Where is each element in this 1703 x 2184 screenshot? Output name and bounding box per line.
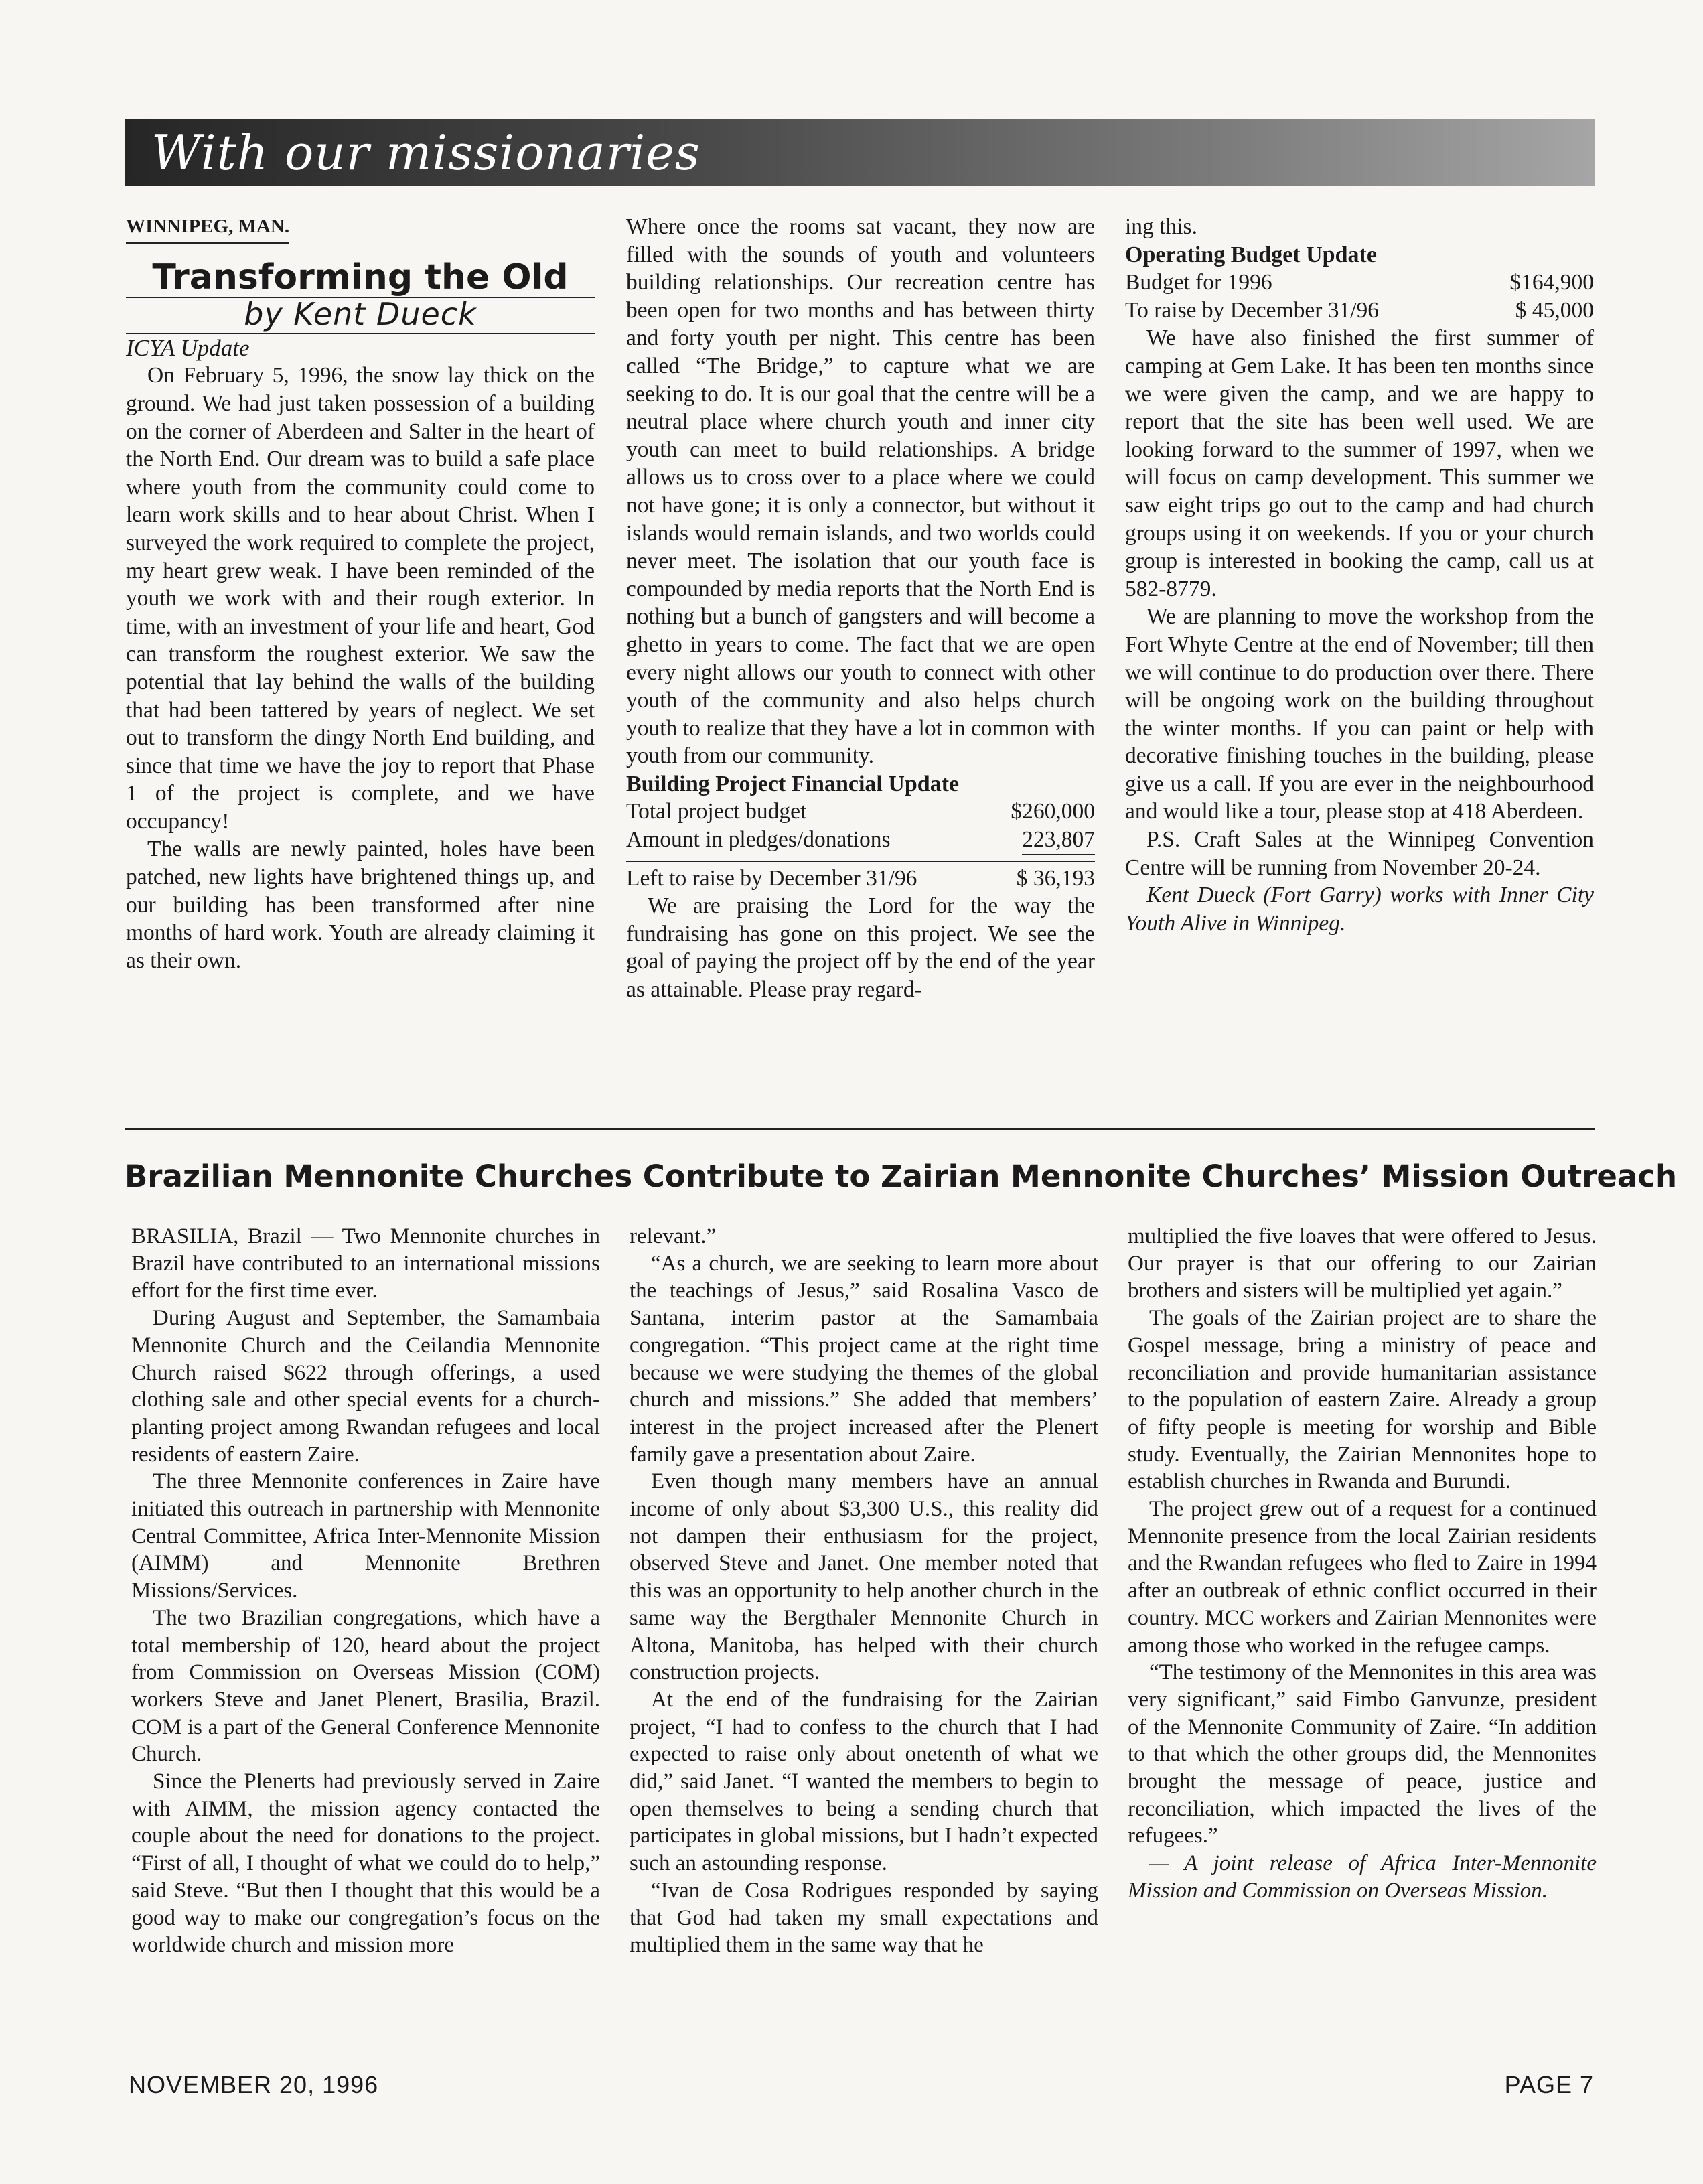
paragraph: multiplied the five loaves that were offered to Jesus. Our prayer is that our offering to our Zairian brothers and sisters will be multiplied yet again.”	[1128, 1224, 1597, 1303]
left-to-raise-row	[626, 861, 1095, 893]
paragraph: We have also finished the first summer of camping at Gem Lake. It has been ten months since we were given the camp, and we are happy to report that the site has been well used. We are looking forward to the summer of 1997, when we will focus on camp development. This summer we saw eight trips go out to the camp and had church groups using it on weekends. If you or your church group is interested in booking the camp, call us at 582-8779.	[1125, 325, 1594, 601]
paragraph: During August and September, the Samambaia Mennonite Church and the Ceilandia Mennonite Church raised $622 through offerings, a used clothing sale and other special events for a church-planting project among Rwandan refugees and local residents of eastern Zaire.	[131, 1306, 600, 1467]
paragraph: Since the Plenerts had previously served in Zaire with AIMM, the mission agency contacted the couple about the need for donations to the project. “First of all, I thought of what we could do to help,” said Steve. “But then I thought that this would be a good way to make our congregation’s focus on the worldwide church and mission more	[131, 1769, 600, 1958]
paragraph: ing this.	[1125, 214, 1197, 239]
footer-page-number: PAGE 7	[1504, 2071, 1594, 2098]
paragraph: “Ivan de Cosa Rodrigues responded by saying that God had taken my small expectations and multiplied them in the same way that he	[630, 1878, 1098, 1958]
paragraph: BRASILIA, Brazil — Two Mennonite churches in Brazil have contributed to an international missions effort for the first time ever.	[131, 1224, 600, 1303]
release-credit: — A joint release of Africa Inter-Mennonite Mission and Commission on Overseas Mission.	[1128, 1851, 1597, 1903]
paragraph: Even though many members have an annual income of only about $3,300 U.S., this reality did not dampen their enthusiasm for the project, observed Steve and Janet. One member noted that this was an opportunity to help another church in the same way the Bergthaler Mennonite Church in Altona, Manitoba, has helped with their church construction projects.	[630, 1469, 1098, 1685]
section-label: ICYA Update	[126, 334, 250, 361]
paragraph: We are planning to move the workshop from the Fort Whyte Centre at the end of November; till then we will continue to do production over there. There will be ongoing work on the building throughout the winter months. If you can paint or help with decorative finishing touches in the building, please give us a call. If you are ever in the neighbourhood and would like a tour, please stop at 418 Aberdeen.	[1125, 604, 1594, 824]
pledges-value: 223,807	[1022, 826, 1095, 855]
footer-date: NOVEMBER 20, 1996	[129, 2071, 379, 2098]
operating-budget-label: Budget for 1996	[1125, 270, 1272, 295]
paragraph: The project grew out of a request for a continued Mennonite presence from the local Zairian residents and the Rwandan refugees who fled to Zaire in 1994 after an outbreak of ethnic conflict occurred in their country. MCC workers and Zairian Mennonites were among those who worked in the refugee camps.	[1128, 1497, 1597, 1658]
operating-raise-value: $ 45,000	[1515, 297, 1594, 323]
dateline: WINNIPEG, MAN.	[126, 213, 289, 244]
operating-raise-label: To raise by December 31/96	[1125, 297, 1380, 323]
article1-column-2	[626, 213, 1095, 1004]
article2-headline: Brazilian Mennonite Churches Contribute to Zairian Mennonite Churches’ Mission Outreach	[125, 1159, 1677, 1194]
article2-column-3	[1128, 1223, 1597, 1905]
left-value: $ 36,193	[1016, 865, 1095, 891]
paragraph: “The testimony of the Mennonites in this area was very significant,” said Fimbo Ganvunze, president of the Mennonite Community of Zaire. “In addition to that which the other groups did, the Mennonites brought the message of peace, justice and reconciliation, which impacted the lives of the refugees.”	[1128, 1660, 1597, 1848]
paragraph: relevant.”	[630, 1224, 717, 1248]
pledges-row	[626, 826, 1095, 855]
article2-column-1	[131, 1223, 600, 1959]
paragraph: At the end of the fundraising for the Zairian project, “I had to confess to the church that I had expected to raise only about onetenth of what we did,” said Janet. “I wanted the members to begin to open themselves to being a sending church that participates in global missions, but I hadn’t expected such an astounding response.	[630, 1687, 1098, 1876]
budget-value: $260,000	[1011, 799, 1095, 824]
paragraph: On February 5, 1996, the snow lay thick on the ground. We had just taken possession of a building on the corner of Aberdeen and Salter in the heart of the North End. Our dream was to build a safe place where youth from the community could come to learn work skills and to hear about Christ. When I surveyed the work required to complete the project, my heart grew weak. I have been reminded of the youth we work with and their rough exterior. In time, with an investment of your life and heart, God can transform the roughest exterior. We saw the potential that lay behind the walls of the building that had been tattered by years of neglect. We set out to transform the dingy North End building, and since that time we have the joy to report that Phase 1 of the project is complete, and we have occupancy!	[126, 363, 595, 834]
byline: by Kent Dueck	[126, 298, 595, 334]
article-title: Transforming the Old	[126, 264, 595, 299]
operating-budget-value: $164,900	[1509, 270, 1594, 295]
operating-budget-row	[1125, 269, 1594, 297]
paragraph: We are praising the Lord for the way the fundraising has gone on this project. We see the goal of paying the project off by the end of the year as attainable. Please pray regard-	[626, 893, 1095, 1003]
operating-budget-heading: Operating Budget Update	[1125, 242, 1377, 267]
paragraph: P.S. Craft Sales at the Winnipeg Convention Centre will be running from November 20-24.	[1125, 827, 1594, 880]
left-label: Left to raise by December 31/96	[626, 865, 917, 891]
paragraph: “As a church, we are seeking to learn more about the teachings of Jesus,” said Rosalina Vasco de Santana, interim pastor at the Samambaia congregation. “This project came at the right time because we were studying the themes of the global church and missions.” She added that members’ interest in the project increased after the Plenert family gave a presentation about Zaire.	[630, 1251, 1098, 1467]
paragraph: The goals of the Zairian project are to share the Gospel message, bring a ministry of peace and reconciliation and provide humanitarian assistance to the population of eastern Zaire. Already a group of fifty people is meeting for worship and Bible study. Eventually, the Zairian Mennonites hope to establish churches in Rwanda and Burundi.	[1128, 1306, 1597, 1494]
banner-title: With our missionaries	[151, 125, 700, 181]
budget-row	[626, 798, 1095, 826]
paragraph: Where once the rooms sat vacant, they now are filled with the sounds of youth and volunteers building relationships. Our recreation centre has been open for two months and has between thirty and forty youth per night. This centre has been called “The Bridge,” to capture what we are seeking to do. It is our goal that the centre will be a neutral place where church youth and inner city youth can meet to build relationships. A bridge allows us to cross over to a place where we could not have gone; it is only a connector, but without it islands would remain islands, and two worlds could never meet. The isolation that our youth face is compounded by media reports that the North End is nothing but a bunch of gangsters and will become a ghetto in years to come. The fact that we are open every night allows our youth to connect with other youth of the community and also helps church youth to realize that they have a lot in common with youth from our community.	[626, 214, 1095, 769]
article-divider	[125, 1128, 1595, 1130]
pledges-label: Amount in pledges/donations	[626, 827, 891, 853]
article1-column-1	[126, 121, 595, 974]
building-financial-heading: Building Project Financial Update	[626, 771, 960, 796]
paragraph: The two Brazilian congregations, which have a total membership of 120, heard about the project from Commission on Overseas Mission (COM) workers Steve and Janet Plenert, Brasilia, Brazil. COM is a part of the General Conference Mennonite Church.	[131, 1605, 600, 1767]
operating-raise-row	[1125, 297, 1594, 325]
paragraph: The three Mennonite conferences in Zaire have initiated this outreach in partnership with Mennonite Central Committee, Africa Inter-Mennonite Mission (AIMM) and Mennonite Brethren Missions/Services.	[131, 1469, 600, 1603]
article1-column-3	[1125, 213, 1594, 937]
article2-column-2	[630, 1223, 1098, 1959]
author-credit: Kent Dueck (Fort Garry) works with Inner City Youth Alive in Winnipeg.	[1125, 883, 1594, 936]
paragraph: The walls are newly painted, holes have been patched, new lights have brightened things up, and our building has been transformed after nine months of hard work. Youth are already claiming it as their own.	[126, 836, 595, 973]
budget-label: Total project budget	[626, 799, 807, 824]
